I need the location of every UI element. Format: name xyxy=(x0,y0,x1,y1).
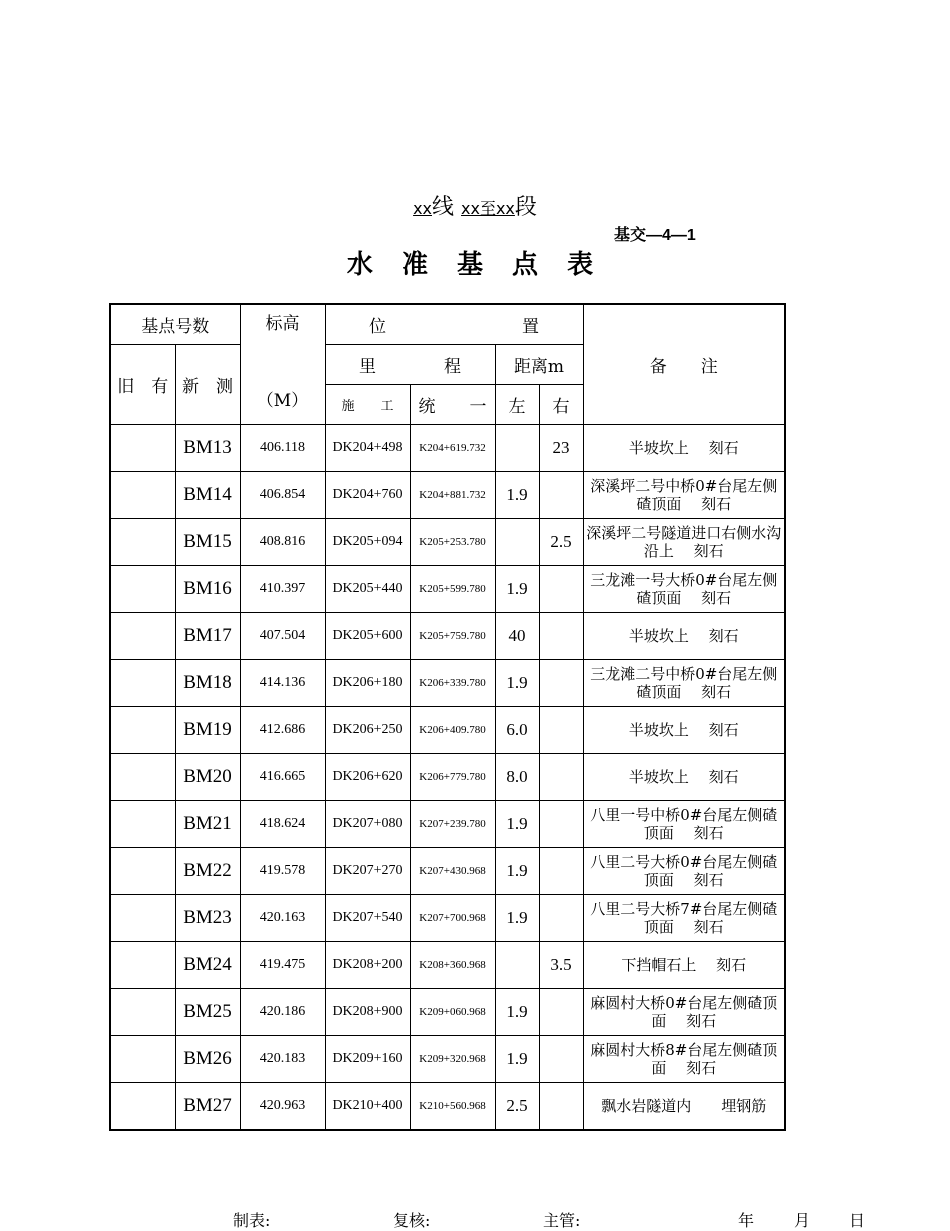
distance-left: 1.9 xyxy=(495,1036,539,1083)
benchmark-id: BM27 xyxy=(175,1083,240,1131)
old-cell xyxy=(110,942,175,989)
unified-mileage: K209+320.968 xyxy=(410,1036,495,1083)
elevation-value: 410.397 xyxy=(240,566,325,613)
header-mileage: 里 程 xyxy=(325,345,495,385)
table-row xyxy=(110,613,785,660)
elevation-value: 414.136 xyxy=(240,660,325,707)
header-right: 右 xyxy=(539,385,583,425)
table-row xyxy=(110,566,785,613)
unified-mileage: K209+060.968 xyxy=(410,989,495,1036)
benchmark-id: BM20 xyxy=(175,754,240,801)
header-elevation xyxy=(240,304,325,425)
unified-mileage: K207+700.968 xyxy=(410,895,495,942)
distance-right: 2.5 xyxy=(539,519,583,566)
old-cell xyxy=(110,660,175,707)
segment-char: 段 xyxy=(514,195,537,220)
unified-mileage: K210+560.968 xyxy=(410,1083,495,1131)
old-cell xyxy=(110,848,175,895)
old-cell xyxy=(110,566,175,613)
remark: 三龙滩一号大桥0#台尾左侧碴顶面 刻石 xyxy=(583,566,785,613)
line-char: 线 xyxy=(432,195,455,220)
table-row xyxy=(110,1083,785,1131)
remark: 八里二号大桥7#台尾左侧碴顶面 刻石 xyxy=(583,895,785,942)
benchmark-id: BM14 xyxy=(175,472,240,519)
old-cell xyxy=(110,425,175,472)
distance-left: 1.9 xyxy=(495,989,539,1036)
unified-mileage: K206+779.780 xyxy=(410,754,495,801)
benchmark-id: BM23 xyxy=(175,895,240,942)
construction-mileage: DK205+600 xyxy=(325,613,410,660)
elevation-value: 420.163 xyxy=(240,895,325,942)
document-line-title xyxy=(0,190,950,221)
distance-right xyxy=(539,472,583,519)
remark: 深溪坪二号隧道进口右侧水沟沿上 刻石 xyxy=(583,519,785,566)
elevation-value: 408.816 xyxy=(240,519,325,566)
old-cell xyxy=(110,707,175,754)
elevation-value: 407.504 xyxy=(240,613,325,660)
unified-mileage: K205+253.780 xyxy=(410,519,495,566)
construction-mileage: DK207+080 xyxy=(325,801,410,848)
table-row xyxy=(110,895,785,942)
construction-mileage: DK209+160 xyxy=(325,1036,410,1083)
distance-right xyxy=(539,754,583,801)
header-construction: 施 工 xyxy=(325,385,410,425)
page-title: 水 准 基 点 表 xyxy=(346,250,604,280)
remark: 深溪坪二号中桥0#台尾左侧碴顶面 刻石 xyxy=(583,472,785,519)
header-bm-number: 基点号数 xyxy=(110,304,240,345)
header-remarks: 备 注 xyxy=(583,304,785,425)
table-row xyxy=(110,989,785,1036)
footer-checked-by: 复核: xyxy=(393,1211,431,1230)
distance-right xyxy=(539,1036,583,1083)
elevation-value: 420.183 xyxy=(240,1036,325,1083)
table-row xyxy=(110,519,785,566)
elevation-value: 420.186 xyxy=(240,989,325,1036)
old-cell xyxy=(110,895,175,942)
distance-left xyxy=(495,942,539,989)
construction-mileage: DK205+440 xyxy=(325,566,410,613)
table-row xyxy=(110,942,785,989)
footer-supervisor: 主管: xyxy=(543,1211,581,1230)
construction-mileage: DK204+760 xyxy=(325,472,410,519)
benchmark-id: BM26 xyxy=(175,1036,240,1083)
footer-day: 日 xyxy=(849,1211,866,1230)
benchmark-id: BM24 xyxy=(175,942,240,989)
old-cell xyxy=(110,1036,175,1083)
remark: 半坡坎上 刻石 xyxy=(583,754,785,801)
remark: 八里一号中桥0#台尾左侧碴顶面 刻石 xyxy=(583,801,785,848)
table-row xyxy=(110,848,785,895)
old-cell xyxy=(110,989,175,1036)
distance-left xyxy=(495,519,539,566)
benchmark-id: BM13 xyxy=(175,425,240,472)
elevation-value: 420.963 xyxy=(240,1083,325,1131)
benchmark-id: BM25 xyxy=(175,989,240,1036)
remark: 三龙滩二号中桥0#台尾左侧碴顶面 刻石 xyxy=(583,660,785,707)
footer-made-by: 制表: xyxy=(233,1211,271,1230)
distance-right xyxy=(539,613,583,660)
distance-right xyxy=(539,848,583,895)
construction-mileage: DK206+180 xyxy=(325,660,410,707)
construction-mileage: DK206+620 xyxy=(325,754,410,801)
distance-right xyxy=(539,989,583,1036)
footer-year: 年 xyxy=(738,1211,755,1230)
remark: 半坡坎上 刻石 xyxy=(583,613,785,660)
distance-right xyxy=(539,1083,583,1131)
unified-mileage: K207+239.780 xyxy=(410,801,495,848)
old-cell xyxy=(110,472,175,519)
distance-right xyxy=(539,895,583,942)
remark: 麻圆村大桥8#台尾左侧碴顶面 刻石 xyxy=(583,1036,785,1083)
segment-prefix: xx至xx xyxy=(461,199,515,218)
unified-mileage: K207+430.968 xyxy=(410,848,495,895)
distance-right: 23 xyxy=(539,425,583,472)
construction-mileage: DK205+094 xyxy=(325,519,410,566)
distance-left: 1.9 xyxy=(495,660,539,707)
footer-month: 月 xyxy=(794,1211,811,1230)
elevation-value: 419.475 xyxy=(240,942,325,989)
table-row xyxy=(110,707,785,754)
elevation-value: 418.624 xyxy=(240,801,325,848)
form-code: 基交—4—1 xyxy=(614,227,696,244)
remark: 麻圆村大桥0#台尾左侧碴顶面 刻石 xyxy=(583,989,785,1036)
unified-mileage: K204+619.732 xyxy=(410,425,495,472)
elevation-value: 406.118 xyxy=(240,425,325,472)
table-row xyxy=(110,754,785,801)
benchmark-id: BM18 xyxy=(175,660,240,707)
construction-mileage: DK210+400 xyxy=(325,1083,410,1131)
remark: 飘水岩隧道内 埋钢筋 xyxy=(583,1083,785,1131)
elevation-value: 416.665 xyxy=(240,754,325,801)
benchmark-id: BM15 xyxy=(175,519,240,566)
construction-mileage: DK207+540 xyxy=(325,895,410,942)
table-row xyxy=(110,1036,785,1083)
benchmark-id: BM22 xyxy=(175,848,240,895)
construction-mileage: DK206+250 xyxy=(325,707,410,754)
distance-right xyxy=(539,707,583,754)
header-left: 左 xyxy=(495,385,539,425)
unified-mileage: K206+409.780 xyxy=(410,707,495,754)
benchmark-table xyxy=(109,303,786,1131)
elevation-value: 419.578 xyxy=(240,848,325,895)
remark: 半坡坎上 刻石 xyxy=(583,707,785,754)
table-row xyxy=(110,660,785,707)
header-elevation-unit: （M） xyxy=(256,391,309,411)
header-new: 新 测 xyxy=(175,345,240,425)
unified-mileage: K206+339.780 xyxy=(410,660,495,707)
distance-right xyxy=(539,566,583,613)
old-cell xyxy=(110,613,175,660)
header-old: 旧 有 xyxy=(110,345,175,425)
distance-left: 1.9 xyxy=(495,566,539,613)
distance-left: 8.0 xyxy=(495,754,539,801)
construction-mileage: DK208+900 xyxy=(325,989,410,1036)
distance-right xyxy=(539,660,583,707)
construction-mileage: DK204+498 xyxy=(325,425,410,472)
benchmark-id: BM17 xyxy=(175,613,240,660)
distance-left: 2.5 xyxy=(495,1083,539,1131)
header-distance: 距离m xyxy=(495,345,583,385)
benchmark-id: BM16 xyxy=(175,566,240,613)
unified-mileage: K208+360.968 xyxy=(410,942,495,989)
distance-right: 3.5 xyxy=(539,942,583,989)
distance-left: 1.9 xyxy=(495,848,539,895)
old-cell xyxy=(110,519,175,566)
table-row xyxy=(110,472,785,519)
remark: 半坡坎上 刻石 xyxy=(583,425,785,472)
header-position: 位 置 xyxy=(325,304,583,345)
old-cell xyxy=(110,754,175,801)
construction-mileage: DK208+200 xyxy=(325,942,410,989)
construction-mileage: DK207+270 xyxy=(325,848,410,895)
benchmark-id: BM21 xyxy=(175,801,240,848)
unified-mileage: K205+599.780 xyxy=(410,566,495,613)
remark: 下挡帽石上 刻石 xyxy=(583,942,785,989)
elevation-value: 406.854 xyxy=(240,472,325,519)
distance-right xyxy=(539,801,583,848)
line-prefix: xx xyxy=(413,199,432,218)
distance-left: 1.9 xyxy=(495,472,539,519)
old-cell xyxy=(110,1083,175,1131)
distance-left: 1.9 xyxy=(495,801,539,848)
header-unified: 统 一 xyxy=(410,385,495,425)
distance-left: 40 xyxy=(495,613,539,660)
distance-left xyxy=(495,425,539,472)
header-elevation-label: 标高 xyxy=(265,314,300,334)
benchmark-id: BM19 xyxy=(175,707,240,754)
remark: 八里二号大桥0#台尾左侧碴顶面 刻石 xyxy=(583,848,785,895)
table-row xyxy=(110,801,785,848)
distance-left: 1.9 xyxy=(495,895,539,942)
unified-mileage: K205+759.780 xyxy=(410,613,495,660)
distance-left: 6.0 xyxy=(495,707,539,754)
old-cell xyxy=(110,801,175,848)
unified-mileage: K204+881.732 xyxy=(410,472,495,519)
elevation-value: 412.686 xyxy=(240,707,325,754)
table-row xyxy=(110,425,785,472)
